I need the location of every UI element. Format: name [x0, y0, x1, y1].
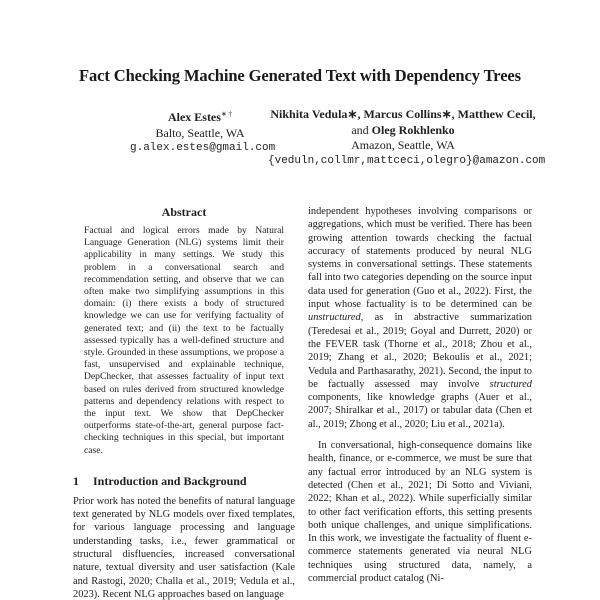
body-paragraph — [308, 205, 532, 431]
abstract-text: Factual and logical errors made by Natural Language Generation (NLG) systems limit their applicability in many settings. We study this problem in a conversational search and recommendation setting, and observe that we can often make two simplifying assumptions in this domain: (i) there exists a body of structured knowledge we can use for verifying factuality of generated text; and (ii) the text to be factually assessed typically has a well-defined structure and style. Grounded in these assumptions, we propose a fast, unsupervised and explainable technique, DepChecker, that assesses factuality of input text based on rules derived from structured knowledge patterns and dependency relations with respect to the input text. We show that DepChecker outperforms state-of-the-art, general purpose fact-checking techniques in this special, but important case. — [84, 225, 284, 456]
section-number: 1 — [73, 473, 79, 488]
author-affiliation: Amazon, Seattle, WA — [351, 138, 455, 152]
section-heading — [73, 474, 295, 489]
left-column — [73, 205, 295, 600]
paper-title: Fact Checking Machine Generated Text with Dependency Trees — [79, 66, 521, 85]
abstract-heading: Abstract — [161, 205, 207, 219]
body-paragraph: In conversational, high-consequence domains like health, finance, or e-commerce, we must be sure that any factual error introduced by an NLG system is detected (Chen et al., 2021; Di Sotto and Viviani, 2022; Khan et al., 2022). While superficially similar to other fact verification efforts, this setting presents both unique challenges, and unique simplifications. In this work, we investigate the factuality of fluent e-commerce statements generated via neural NLG techniques using structured data, namely, a commercial product catalog (Ni- — [308, 440, 532, 585]
section-title: Introduction and Background — [93, 473, 247, 488]
text-run: independent hypotheses involving comparisons or aggregations, which must be verified. There has been growing attention towards checking the factual accuracy of statements produced by neural NLG systems in conversational settings. These statements fall into two categories depending on the source input data used for generation (Guo et al., 2022). First, the input whose factuality is to be determined can be — [308, 206, 532, 311]
author-block-left — [130, 107, 276, 157]
emphasis: unstructured — [308, 312, 361, 324]
intro-paragraph: Prior work has noted the benefits of natural language text generated by NLG models over fixed templates, for various language processing and language understanding tasks, i.e., fewer grammatical or structural disfluencies, increased conversational nature, textual diversity and user satisfaction (Kale and Rastogi, 2020; Challa et al., 2019; Vedula et al., 2023). Recent NLG approaches based on language — [73, 495, 295, 600]
author-email: {veduln,collmr,mattceci,olegro}@amazon.com — [268, 154, 546, 167]
author-block-right — [268, 107, 546, 169]
right-column — [308, 205, 532, 585]
author-and: and — [351, 122, 372, 137]
text-run: components, like knowledge graphs (Auer et al., 2007; Shiralkar et al., 2017) or tabular data (Chen et al., 2019; Zhong et al., 2020; Liu et al., 2021a). — [308, 392, 532, 430]
author-name: Oleg Rokhlenko — [371, 122, 455, 137]
author-names: Nikhita Vedula∗, Marcus Collins∗, Matthew Cecil, — [270, 107, 536, 121]
author-affiliation: Balto, Seattle, WA — [155, 125, 245, 140]
emphasis: structured — [489, 378, 532, 390]
author-name: Alex Estes — [167, 110, 221, 124]
text-run: , as in abstractive summarization (Teredesai et al., 2019; Goyal and Durrett, 2020) or the FEVER task (Thorne et al., 2018; Zhou et al., 2019; Zhang et al., 2020; Bekoulis et al., 2021; Vedula and Parthasarathy, 2021). Second, the input to be factually assessed may involve — [308, 312, 532, 390]
author-email: g.alex.estes@gmail.com — [130, 142, 276, 154]
author-marks: ∗ † — [220, 110, 233, 118]
